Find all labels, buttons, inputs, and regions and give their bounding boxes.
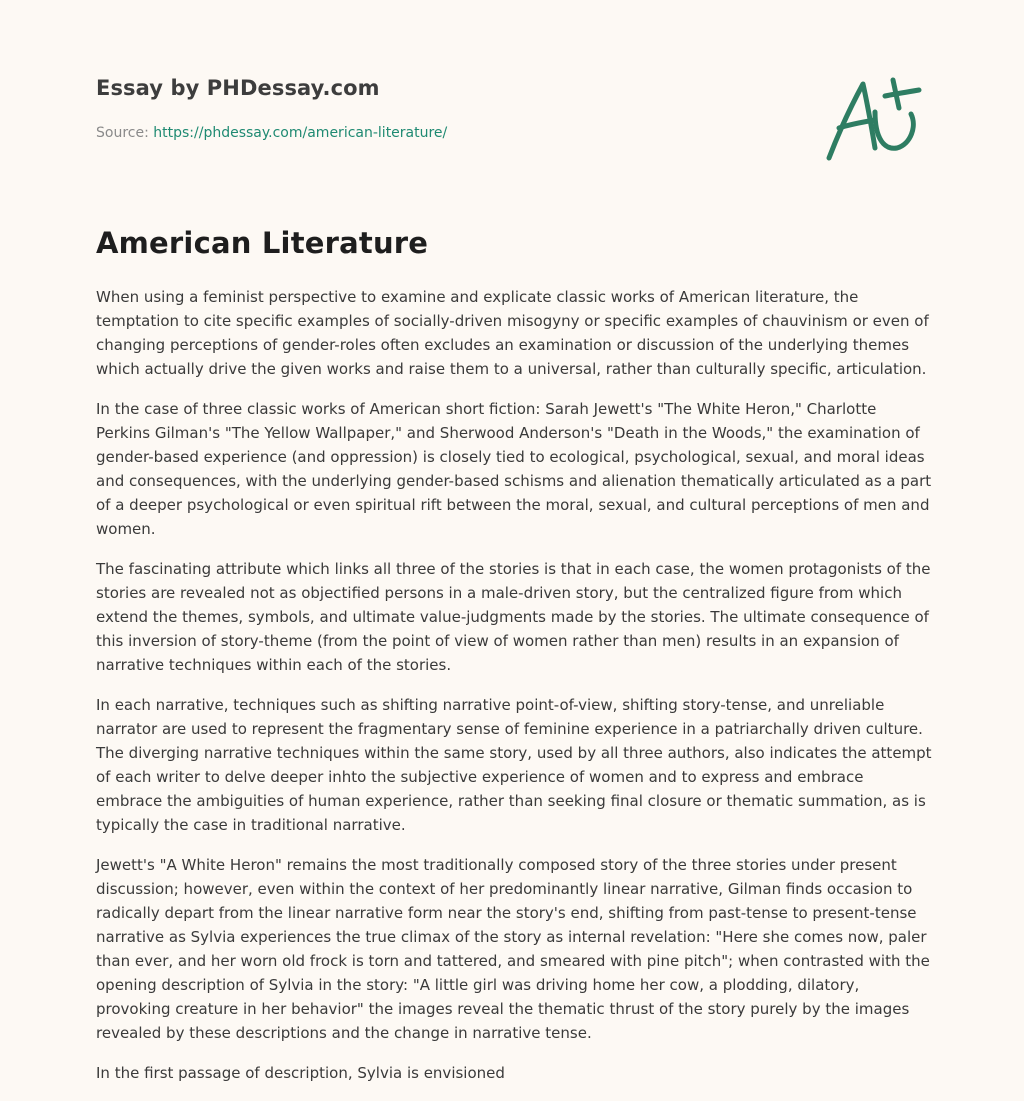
article-paragraph: In the first passage of description, Sylvia is envisioned	[96, 1064, 505, 1082]
article-paragraph: When using a feminist perspective to examine and explicate classic works of American literature, the temptation to cite specific examples of socially-driven misogyny or specific examples of chauvinism or even of changing perceptions of gender-roles often excludes an examination or discussion of the underlying themes which actually drive the given works and raise them to a universal, rather than culturally specific, articulation.	[96, 288, 929, 378]
a-plus-logo	[823, 70, 927, 164]
article-title: American Literature	[96, 226, 429, 260]
article-paragraph: In the case of three classic works of American short fiction: Sarah Jewett's "The White Heron," Charlotte Perkins Gilman's "The Yellow Wallpaper," and Sherwood Anderson's "Death in the Woods," the examination of gender-based experience (and oppression) is closely tied to ecological, psychological, sexual, and moral ideas and consequences, with the underlying gender-based schisms and alienation thematically articulated as a part of a deeper psychological or even spiritual rift between the moral, sexual, and cultural perceptions of men and women.	[96, 400, 932, 538]
source-line	[96, 125, 447, 141]
article-body	[96, 285, 932, 1101]
article-paragraph: Jewett's "A White Heron" remains the most traditionally composed story of the three stories under present discussion; however, even within the context of her predominantly linear narrative, Gilman finds occasion to radically depart from the linear narrative form near the story's end, shifting from past-tense to present-tense narrative as Sylvia experiences the true climax of the story as internal revelation: "Here she comes now, paler than ever, and her worn old frock is torn and tattered, and smeared with pine pitch"; when contrasted with the opening description of Sylvia in the story: "A little girl was driving home her cow, a plodding, dilatory, provoking creature in her behavior" the images reveal the thematic thrust of the story purely by the images revealed by these descriptions and the change in narrative tense.	[96, 856, 930, 1042]
source-label: Source:	[96, 125, 154, 141]
site-title: Essay by PHDessay.com	[96, 76, 380, 100]
article-paragraph: In each narrative, techniques such as shifting narrative point-of-view, shifting story-tense, and unreliable narrator are used to represent the fragmentary sense of feminine experience in a patriarchally driven culture. The diverging narrative techniques within the same story, used by all three authors, also indicates the attempt of each writer to delve deeper inhto the subjective experience of women and to express and embrace embrace the ambiguities of human experience, rather than seeking final closure or thematic summation, as is typically the case in traditional narrative.	[96, 696, 932, 834]
article-paragraph: The fascinating attribute which links all three of the stories is that in each case, the women protagonists of the stories are revealed not as objectified persons in a male-driven story, but the centralized figure from which extend the themes, symbols, and ultimate value-judgments made by the stories. The ultimate consequence of this inversion of story-theme (from the point of view of women rather than men) results in an expansion of narrative techniques within each of the stories.	[96, 560, 931, 674]
page-header	[96, 76, 928, 196]
source-link[interactable]: https://phdessay.com/american-literature/	[153, 125, 448, 141]
